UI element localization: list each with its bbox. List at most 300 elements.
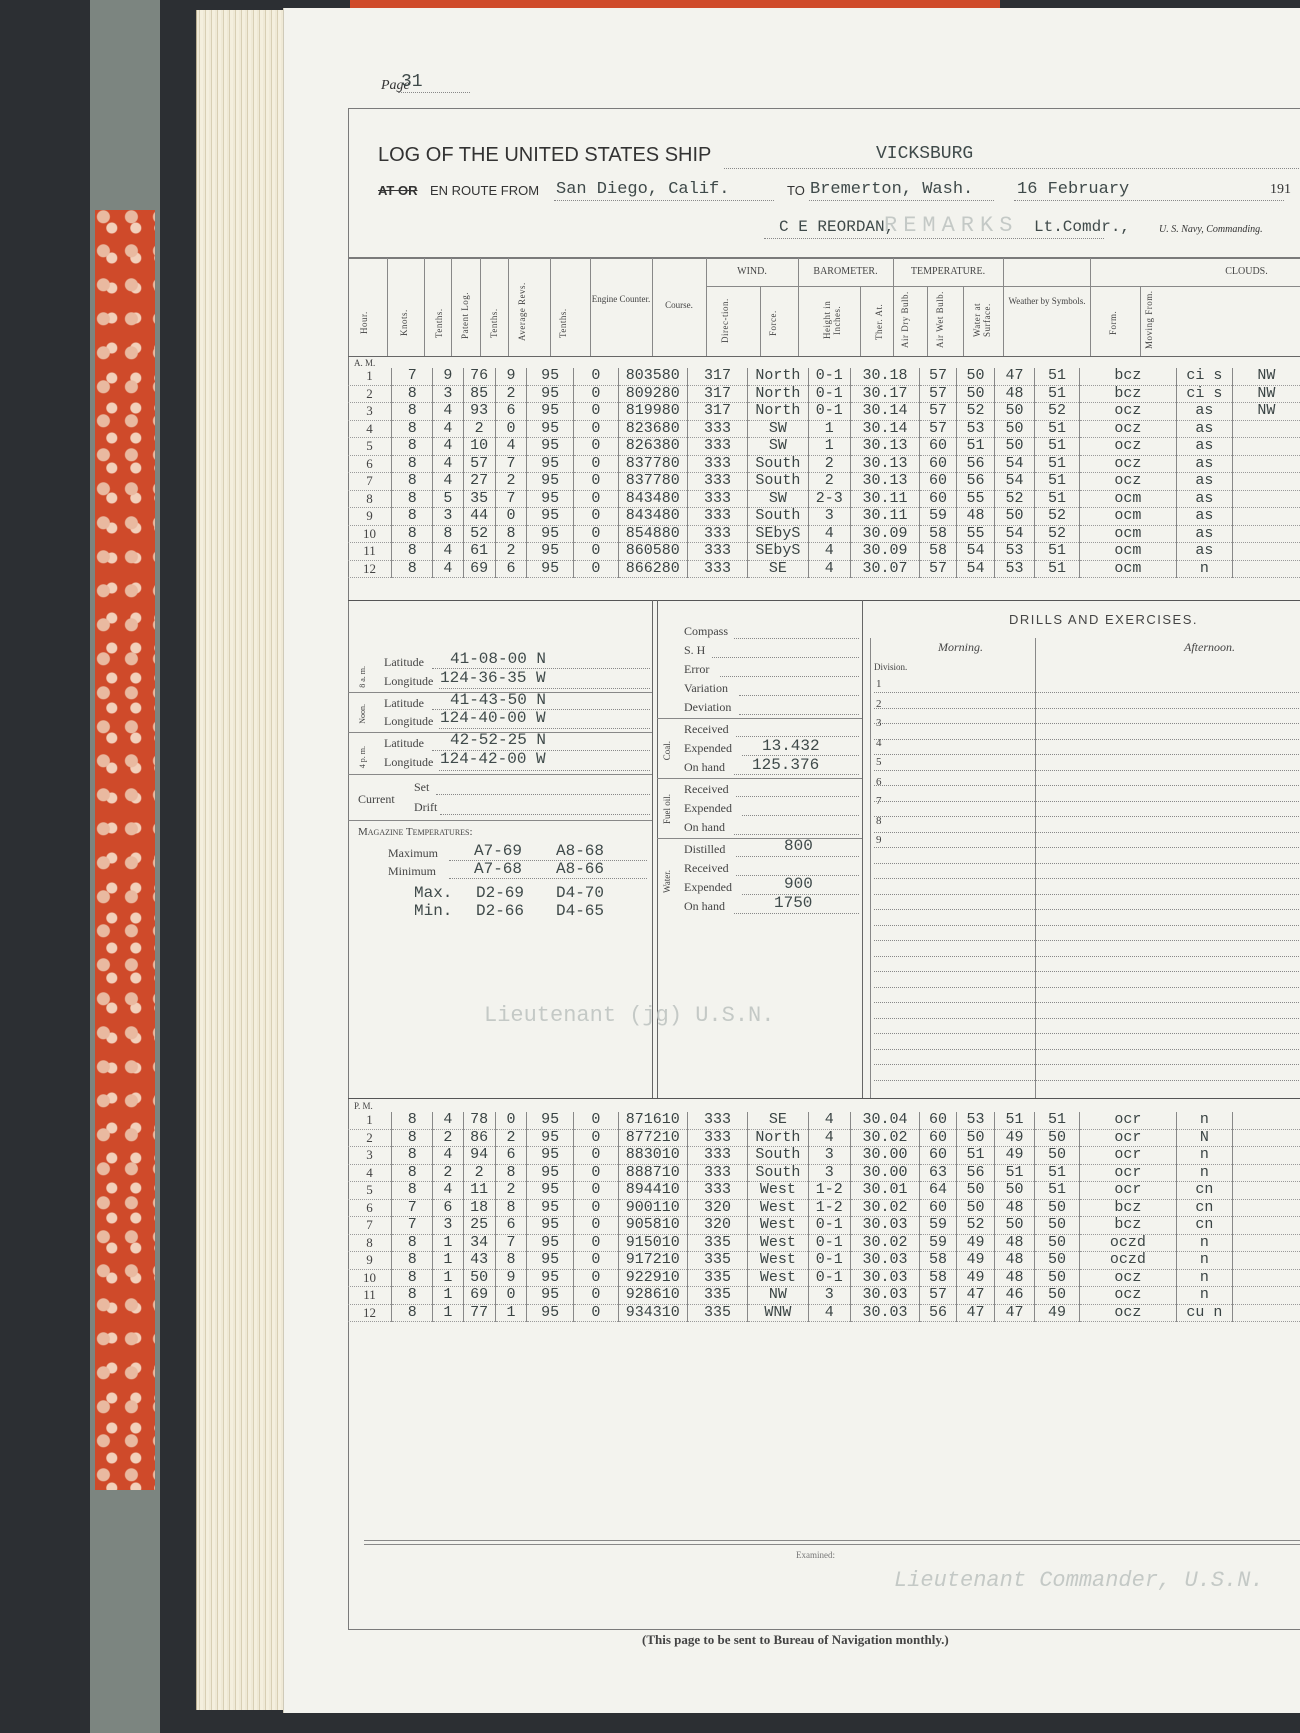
air-dry-bulb-cell: 47 [956, 1287, 994, 1305]
page-edges [196, 10, 285, 1710]
course-cell: 317 [687, 403, 747, 421]
tenths-cell: 0 [574, 385, 619, 403]
navy-commanding: U. S. Navy, Commanding. [1159, 224, 1263, 235]
average-revs-cell: 95 [527, 543, 574, 561]
ther-at-cell: 58 [920, 1252, 957, 1270]
patent-log-cell: 61 [463, 543, 495, 561]
air-wet-bulb-cell: 50 [994, 420, 1034, 438]
wind-direction-cell: SW [748, 438, 808, 456]
water-at-surface-cell: 52 [1035, 403, 1080, 421]
noon-longitude-label: Longitude [384, 714, 434, 728]
knots-cell: 8 [392, 525, 433, 543]
weather-cell: oczd [1079, 1234, 1176, 1252]
ther-at-cell: 59 [920, 508, 957, 526]
cloud-form-cell: as [1176, 490, 1232, 508]
drill-rule [874, 832, 1300, 833]
ther-at-cell: 56 [920, 1304, 957, 1322]
tenths-cell: 8 [495, 525, 526, 543]
air-dry-bulb-cell: 51 [956, 1147, 994, 1165]
air-dry-bulb-cell: 50 [956, 1199, 994, 1217]
knots-cell: 8 [392, 543, 433, 561]
course-cell: 333 [687, 508, 747, 526]
air-wet-bulb-cell: 48 [994, 385, 1034, 403]
bleed-through-remarks: REMARKS [884, 213, 1019, 238]
air-dry-bulb-cell: 56 [956, 473, 994, 491]
air-dry-bulb-cell: 50 [956, 1129, 994, 1147]
average-revs-cell: 95 [527, 1304, 574, 1322]
tenths-cell: 2 [495, 1129, 526, 1147]
cloud-moving-from-cell: NW [1232, 368, 1300, 385]
weather-cell: ocm [1079, 543, 1176, 561]
drill-rule [874, 754, 1300, 755]
drill-rule [874, 739, 1300, 740]
tenths-cell: 8 [433, 525, 463, 543]
tenths-cell: 7 [495, 455, 526, 473]
wind-direction-cell: West [748, 1199, 808, 1217]
air-dry-bulb-cell: 50 [956, 1182, 994, 1200]
tenths-cell: 3 [433, 385, 463, 403]
log-row [348, 508, 1300, 526]
magazine-max-a: A7-69 [474, 842, 523, 860]
log-row [348, 1182, 1300, 1200]
patent-log-cell: 34 [463, 1234, 495, 1252]
drill-rule [874, 909, 1300, 910]
tenths-cell: 0 [574, 543, 619, 561]
hour-cell: 3 [348, 403, 392, 421]
log-row [348, 1287, 1300, 1305]
wind-direction-cell: North [748, 385, 808, 403]
engine-counter-cell: 866280 [618, 560, 687, 578]
knots-cell: 7 [392, 368, 433, 385]
cloud-form-cell: as [1176, 543, 1232, 561]
air-wet-bulb-cell: 48 [994, 1269, 1034, 1287]
patent-log-cell: 86 [463, 1129, 495, 1147]
log-row [348, 1234, 1300, 1252]
average-revs-cell: 95 [527, 1234, 574, 1252]
water-at-surface-cell: 51 [1035, 368, 1080, 385]
cloud-moving-from-cell [1232, 1234, 1300, 1252]
wind-force-cell: 4 [808, 525, 850, 543]
tenths-cell: 2 [495, 473, 526, 491]
cloud-form-cell: as [1176, 473, 1232, 491]
tenths-cell: 1 [433, 1304, 463, 1322]
barometer-height-cell: 30.04 [850, 1112, 919, 1129]
hour-cell: 3 [348, 1147, 392, 1165]
current-drift-label: Drift [414, 800, 438, 814]
tenths-column-header: Tenths. [434, 308, 444, 338]
drill-rule [874, 1049, 1300, 1050]
tenths-cell: 1 [433, 1287, 463, 1305]
course-cell: 335 [687, 1287, 747, 1305]
drill-rule [874, 878, 1300, 879]
average-revs-cell: 95 [527, 455, 574, 473]
course-cell: 317 [687, 368, 747, 385]
average-revs-cell: 95 [527, 1199, 574, 1217]
cloud-moving-from-cell [1232, 1269, 1300, 1287]
course-cell: 320 [687, 1199, 747, 1217]
wind-direction-cell: South [748, 508, 808, 526]
knots-cell: 8 [392, 1287, 433, 1305]
noon-latitude-value: 41-43-50 N [450, 691, 547, 709]
tenths-cell: 4 [433, 1112, 463, 1129]
ther-at-column-header: Ther. At. [874, 303, 884, 341]
tenths-cell: 4 [433, 420, 463, 438]
hour-cell: 2 [348, 385, 392, 403]
water-at-surface-cell: 51 [1035, 473, 1080, 491]
magazine-maximum-label: Maximum [388, 846, 438, 860]
barometer-height-cell: 30.00 [850, 1164, 919, 1182]
cloud-moving-from-cell [1232, 420, 1300, 438]
knots-cell: 8 [392, 1182, 433, 1200]
drill-division-number: 8 [876, 814, 882, 827]
engine-counter-cell: 843480 [618, 490, 687, 508]
wind-direction-cell: SE [748, 560, 808, 578]
wind-force-column-header: Force. [768, 310, 778, 336]
en-route-label: EN ROUTE FROM [430, 183, 540, 198]
air-wet-bulb-cell: 50 [994, 1217, 1034, 1235]
drill-rule [874, 894, 1300, 895]
air-wet-bulb-cell: 54 [994, 455, 1034, 473]
engine-counter-cell: 809280 [618, 385, 687, 403]
patent-log-cell: 2 [463, 1164, 495, 1182]
drill-division-number: 5 [876, 756, 882, 768]
air-dry-bulb-cell: 54 [956, 560, 994, 578]
drills-morning-label: Morning. [938, 640, 983, 654]
air-wet-bulb-cell: 50 [994, 1182, 1034, 1200]
tenths-cell: 0 [495, 508, 526, 526]
log-row [348, 420, 1300, 438]
drill-division-number: 1 [876, 678, 882, 690]
cloud-moving-from-cell [1232, 1304, 1300, 1322]
average-revs-cell: 95 [527, 1252, 574, 1270]
air-dry-bulb-cell: 53 [956, 1112, 994, 1129]
clouds-header: CLOUDS. [1225, 266, 1268, 277]
air-dry-bulb-cell: 47 [956, 1304, 994, 1322]
wind-direction-cell: North [748, 403, 808, 421]
patent-log-cell: 52 [463, 525, 495, 543]
wind-force-cell: 1-2 [808, 1199, 850, 1217]
engine-counter-cell: 883010 [618, 1147, 687, 1165]
ther-at-cell: 57 [920, 368, 957, 385]
tenths-cell: 2 [495, 385, 526, 403]
cloud-form-cell: N [1176, 1129, 1232, 1147]
hour-cell: 2 [348, 1129, 392, 1147]
magazine-max-b: A8-68 [556, 842, 605, 860]
air-wet-bulb-cell: 51 [994, 1164, 1034, 1182]
tenths-cell: 7 [495, 490, 526, 508]
drill-rule [874, 925, 1300, 926]
cloud-moving-from-cell [1232, 438, 1300, 456]
wind-force-cell: 0-1 [808, 1217, 850, 1235]
hour-cell: 10 [348, 525, 392, 543]
hour-cell: 8 [348, 1234, 392, 1252]
tenths-column-header: Tenths. [489, 308, 499, 338]
air-wet-bulb-cell: 52 [994, 490, 1034, 508]
cloud-form-cell: as [1176, 403, 1232, 421]
knots-cell: 8 [392, 1112, 433, 1129]
tenths-cell: 6 [433, 1199, 463, 1217]
average-revs-column-header: Average Revs. [517, 282, 527, 342]
log-row [348, 525, 1300, 543]
weather-cell: ocz [1079, 455, 1176, 473]
weather-cell: ocz [1079, 438, 1176, 456]
log-row [348, 455, 1300, 473]
drill-division-number: 3 [876, 717, 882, 729]
wind-force-cell: 3 [808, 1287, 850, 1305]
hour-cell: 9 [348, 508, 392, 526]
ther-at-cell: 60 [920, 1129, 957, 1147]
air-wet-bulb-cell: 51 [994, 1112, 1034, 1129]
engine-counter-cell: 894410 [618, 1182, 687, 1200]
log-row [348, 368, 1300, 385]
water-at-surface-cell: 50 [1035, 1217, 1080, 1235]
average-revs-cell: 95 [527, 420, 574, 438]
coal-on-hand-value: 125.376 [752, 756, 820, 774]
water-at-surface-cell: 50 [1035, 1234, 1080, 1252]
air-wet-bulb-cell: 48 [994, 1252, 1034, 1270]
barometer-height-cell: 30.01 [850, 1182, 919, 1200]
weather-cell: ocr [1079, 1129, 1176, 1147]
water-side-label: Water. [662, 870, 672, 894]
water-at-surface-cell: 51 [1035, 543, 1080, 561]
cloud-form-cell: n [1176, 1287, 1232, 1305]
patent-log-cell: 27 [463, 473, 495, 491]
air-wet-bulb-cell: 46 [994, 1287, 1034, 1305]
average-revs-cell: 95 [527, 508, 574, 526]
average-revs-cell: 95 [527, 1287, 574, 1305]
am-label: A. M. [354, 358, 376, 368]
cloud-form-cell: cn [1176, 1199, 1232, 1217]
engine-counter-cell: 823680 [618, 420, 687, 438]
tenths-cell: 2 [495, 543, 526, 561]
knots-cell: 7 [392, 1217, 433, 1235]
hour-cell: 5 [348, 438, 392, 456]
cloud-form-cell: as [1176, 455, 1232, 473]
wind-force-cell: 1 [808, 438, 850, 456]
water-at-surface-cell: 50 [1035, 1287, 1080, 1305]
water-at-surface-cell: 51 [1035, 385, 1080, 403]
engine-counter-cell: 826380 [618, 438, 687, 456]
patent-log-cell: 78 [463, 1112, 495, 1129]
knots-cell: 8 [392, 1252, 433, 1270]
to-port: Bremerton, Wash. [810, 180, 974, 199]
average-revs-cell: 95 [527, 1129, 574, 1147]
wind-direction-cell: NW [748, 1287, 808, 1305]
wind-force-cell: 4 [808, 1129, 850, 1147]
tenths-cell: 1 [495, 1304, 526, 1322]
log-row [348, 473, 1300, 491]
air-wet-bulb-cell: 47 [994, 368, 1034, 385]
division-label: Division. [874, 662, 908, 672]
log-row [348, 438, 1300, 456]
bleed-through-signature-2: Lieutenant Commander, U.S.N. [894, 1568, 1264, 1593]
barometer-height-cell: 30.13 [850, 473, 919, 491]
weather-cell: ocm [1079, 560, 1176, 578]
magazine-max2-label: Max. [414, 884, 453, 902]
hour-cell: 10 [348, 1269, 392, 1287]
course-cell: 317 [687, 385, 747, 403]
barometer-height-cell: 30.14 [850, 420, 919, 438]
course-cell: 335 [687, 1304, 747, 1322]
barometer-height-cell: 30.14 [850, 403, 919, 421]
patent-log-cell: 69 [463, 560, 495, 578]
barometer-height-cell: 30.09 [850, 525, 919, 543]
engine-counter-cell: 915010 [618, 1234, 687, 1252]
drill-rule [874, 1002, 1300, 1003]
tenths-cell: 0 [574, 1129, 619, 1147]
wind-direction-cell: SW [748, 420, 808, 438]
tenths-cell: 4 [433, 403, 463, 421]
patent-log-cell: 77 [463, 1304, 495, 1322]
tenths-cell: 0 [574, 1147, 619, 1165]
weather-cell: ocm [1079, 525, 1176, 543]
coal-side-label: Coal. [662, 741, 672, 761]
tenths-cell: 0 [574, 490, 619, 508]
am-longitude-label: Longitude [384, 674, 434, 688]
hour-cell: 1 [348, 368, 392, 385]
patent-log-cell: 25 [463, 1217, 495, 1235]
ther-at-cell: 57 [920, 420, 957, 438]
wind-force-cell: 0-1 [808, 385, 850, 403]
log-row [348, 1147, 1300, 1165]
engine-counter-cell: 917210 [618, 1252, 687, 1270]
at-or-label: AT OR [378, 183, 418, 198]
wind-force-cell: 3 [808, 1164, 850, 1182]
cloud-moving-from-cell [1232, 1129, 1300, 1147]
weather-cell: ocz [1079, 473, 1176, 491]
air-wet-bulb-cell: 48 [994, 1234, 1034, 1252]
wind-force-cell: 4 [808, 1112, 850, 1129]
water-at-surface-cell: 50 [1035, 1252, 1080, 1270]
patent-log-cell: 10 [463, 438, 495, 456]
wind-force-cell: 0-1 [808, 368, 850, 385]
tenths-cell: 3 [433, 508, 463, 526]
average-revs-cell: 95 [527, 1147, 574, 1165]
wind-direction-cell: West [748, 1217, 808, 1235]
weather-cell: ocr [1079, 1147, 1176, 1165]
drill-rule [874, 801, 1300, 802]
tenths-cell: 4 [433, 560, 463, 578]
barometer-height-cell: 30.13 [850, 438, 919, 456]
water-at-surface-cell: 49 [1035, 1304, 1080, 1322]
log-row [348, 543, 1300, 561]
weather-cell: ocz [1079, 403, 1176, 421]
wind-force-cell: 0-1 [808, 403, 850, 421]
course-cell: 333 [687, 525, 747, 543]
water-distilled-label: Distilled [684, 842, 726, 856]
engine-counter-cell: 837780 [618, 455, 687, 473]
tenths-cell: 4 [433, 543, 463, 561]
barometer-height-cell: 30.03 [850, 1287, 919, 1305]
air-wet-bulb-cell: 48 [994, 1199, 1034, 1217]
cloud-moving-from-cell [1232, 1164, 1300, 1182]
engine-counter-cell: 877210 [618, 1129, 687, 1147]
knots-cell: 7 [392, 1199, 433, 1217]
tenths-cell: 0 [574, 1287, 619, 1305]
patent-log-cell: 2 [463, 420, 495, 438]
engine-counter-cell: 934310 [618, 1304, 687, 1322]
magazine-heading: Magazine Temperatures: [358, 826, 473, 838]
tenths-cell: 0 [574, 1112, 619, 1129]
drill-rule [874, 1033, 1300, 1034]
wind-force-cell: 2 [808, 473, 850, 491]
water-at-surface-cell: 51 [1035, 420, 1080, 438]
log-row [348, 560, 1300, 578]
standard-heading-label: S. H [684, 643, 706, 657]
water-at-surface-cell: 50 [1035, 1199, 1080, 1217]
cloud-moving-from-cell [1232, 1199, 1300, 1217]
knots-cell: 8 [392, 385, 433, 403]
patent-log-cell: 93 [463, 403, 495, 421]
fuel-expended-label: Expended [684, 801, 732, 815]
drill-rule [874, 816, 1300, 817]
tenths-cell: 0 [574, 1304, 619, 1322]
air-dry-bulb-cell: 52 [956, 403, 994, 421]
tenths-cell: 6 [495, 403, 526, 421]
water-at-surface-cell: 50 [1035, 1269, 1080, 1287]
wind-force-cell: 3 [808, 1147, 850, 1165]
engine-counter-column-header: Engine Counter. [591, 294, 651, 304]
drill-rule [874, 1018, 1300, 1019]
log-row [348, 1217, 1300, 1235]
air-dry-bulb-column-header: Air Dry Bulb. [900, 291, 910, 349]
barometer-height-cell: 30.18 [850, 368, 919, 385]
magazine-min-b: A8-66 [556, 860, 605, 878]
ther-at-cell: 60 [920, 473, 957, 491]
average-revs-cell: 95 [527, 368, 574, 385]
air-dry-bulb-cell: 48 [956, 508, 994, 526]
air-dry-bulb-cell: 54 [956, 543, 994, 561]
cloud-moving-from-cell [1232, 543, 1300, 561]
patent-log-cell: 18 [463, 1199, 495, 1217]
tenths-cell: 3 [433, 1217, 463, 1235]
wind-direction-cell: SEbyS [748, 525, 808, 543]
page-label: Page [381, 78, 410, 93]
course-cell: 333 [687, 490, 747, 508]
tenths-cell: 0 [574, 560, 619, 578]
ther-at-cell: 60 [920, 455, 957, 473]
tenths-cell: 7 [495, 1234, 526, 1252]
hour-cell: 1 [348, 1112, 392, 1129]
air-wet-bulb-cell: 50 [994, 403, 1034, 421]
weather-cell: bcz [1079, 1199, 1176, 1217]
ther-at-cell: 57 [920, 403, 957, 421]
engine-counter-cell: 803580 [618, 368, 687, 385]
cloud-form-cell: cn [1176, 1217, 1232, 1235]
magazine-min2-b: D4-65 [556, 902, 605, 920]
cloud-form-cell: as [1176, 420, 1232, 438]
cloud-moving-from-cell [1232, 1252, 1300, 1270]
engine-counter-cell: 837780 [618, 473, 687, 491]
average-revs-cell: 95 [527, 385, 574, 403]
log-row [348, 1164, 1300, 1182]
patent-log-cell: 76 [463, 368, 495, 385]
hour-cell: 6 [348, 455, 392, 473]
ther-at-cell: 60 [920, 1147, 957, 1165]
tenths-cell: 9 [495, 368, 526, 385]
knots-cell: 8 [392, 420, 433, 438]
wind-direction-cell: South [748, 473, 808, 491]
average-revs-cell: 95 [527, 473, 574, 491]
pm-label: P. M. [354, 1101, 373, 1111]
magazine-min-a: A7-68 [474, 860, 523, 878]
cloud-form-cell: as [1176, 438, 1232, 456]
knots-cell: 8 [392, 1234, 433, 1252]
wind-force-cell: 0-1 [808, 1269, 850, 1287]
tenths-cell: 4 [433, 473, 463, 491]
patent-log-column-header: Patent Log. [460, 292, 470, 339]
am-longitude-value: 124-36-35 W [440, 669, 546, 687]
